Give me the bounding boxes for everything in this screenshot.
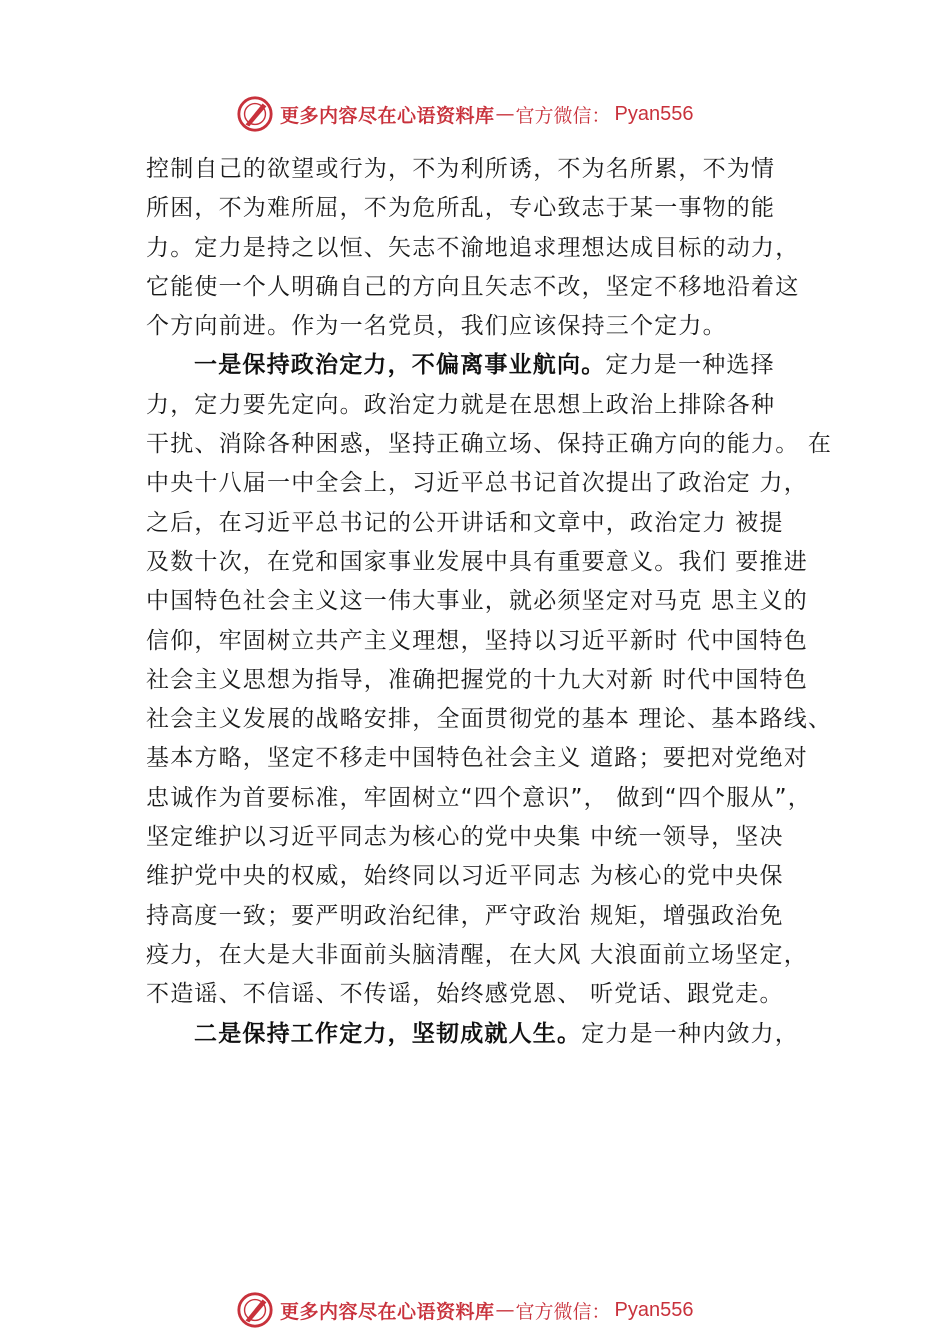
text-line <box>146 661 846 700</box>
text-line <box>146 779 846 818</box>
header-official: 官方微信： <box>515 104 611 127</box>
header-dash: — <box>495 103 515 125</box>
line-text: 所困，不为难所屈，不为危所乱，专心致志于某一事物的能 <box>146 195 776 222</box>
text-line <box>146 229 846 268</box>
footer-banner <box>236 1288 736 1332</box>
line-text: 个方向前进。作为一名党员，我们应该保持三个定力。 <box>146 313 727 340</box>
line-text: 疫力，在大是大非面前头脑清醒，在大风 大浪面前立场坚定， <box>146 941 808 968</box>
pen-seal-icon <box>236 95 274 133</box>
heading-phrase: 二是保持工作定力，坚韧成就人生。 <box>194 1020 582 1047</box>
text-line <box>146 464 846 503</box>
text-line <box>146 818 846 857</box>
text-line <box>146 1015 846 1054</box>
footer-wechat-id: Pyan556 <box>614 1298 694 1321</box>
text-line <box>146 582 846 621</box>
header-banner <box>236 92 736 136</box>
text-line <box>146 739 846 778</box>
text-line <box>146 346 846 385</box>
line-text: 力，定力要先定向。政治定力就是在思想上政治上排除各种 <box>146 391 776 418</box>
text-line <box>146 936 846 975</box>
text-line <box>146 622 846 661</box>
text-line <box>146 504 846 543</box>
text-line <box>146 857 846 896</box>
heading-phrase: 一是保持政治定力，不偏离事业航向。 <box>194 352 606 379</box>
footer-brand: 更多内容尽在心语资料库 <box>280 1300 495 1323</box>
line-text: 维护党中央的权威，始终同以习近平同志 为核心的党中央保 <box>146 863 784 890</box>
line-text: 之后，在习近平总书记的公开讲话和文章中，政治定力 被提 <box>146 509 784 536</box>
line-text: 中国特色社会主义这一伟大事业，就必须坚定对马克 思主义的 <box>146 588 808 615</box>
line-text: 持高度一致；要严明政治纪律，严守政治 规矩，增强政治免 <box>146 902 784 929</box>
text-line <box>146 189 846 228</box>
text-line <box>146 307 846 346</box>
line-text: 基本方略，坚定不移走中国特色社会主义 道路；要把对党绝对 <box>146 745 808 772</box>
pen-seal-icon <box>236 1291 274 1329</box>
line-text: 它能使一个人明确自己的方向且矢志不改，坚定不移地沿着这 <box>146 273 800 300</box>
line-text: 社会主义发展的战略安排，全面贯彻党的基本 理论、基本路线、 <box>146 706 833 733</box>
line-text: 中央十八届一中全会上，习近平总书记首次提出了政治定 力， <box>146 470 808 497</box>
text-line <box>146 386 846 425</box>
text-line <box>146 700 846 739</box>
footer-dash: — <box>495 1299 515 1321</box>
line-text: 定力是一种选择 <box>605 352 775 379</box>
text-line <box>146 150 846 189</box>
line-text: 力。定力是持之以恒、矢志不渝地追求理想达成目标的动力， <box>146 234 800 261</box>
document-body <box>146 150 846 1054</box>
line-text: 及数十次，在党和国家事业发展中具有重要意义。我们 要推进 <box>146 548 808 575</box>
text-line <box>146 425 846 464</box>
line-text: 控制自己的欲望或行为，不为利所诱，不为名所累，不为情 <box>146 156 776 182</box>
header-brand: 更多内容尽在心语资料库 <box>280 104 495 127</box>
line-text: 信仰，牢固树立共产主义理想，坚持以习近平新时 代中国特色 <box>146 627 808 654</box>
footer-official: 官方微信： <box>515 1300 611 1323</box>
text-line <box>146 897 846 936</box>
text-line <box>146 268 846 307</box>
header-wechat-id: Pyan556 <box>614 102 694 125</box>
line-text: 社会主义思想为指导，准确把握党的十九大对新 时代中国特色 <box>146 666 808 693</box>
text-line <box>146 543 846 582</box>
line-text: 定力是一种内敛力， <box>581 1020 800 1047</box>
line-text: 忠诚作为首要标准，牢固树立“四个意识”， 做到“四个服从”， <box>146 784 812 811</box>
line-text: 干扰、消除各种困惑，坚持正确立场、保持正确方向的能力。 在 <box>146 431 833 458</box>
line-text: 不造谣、不信谣、不传谣，始终感党恩、 听党话、跟党走。 <box>146 981 784 1008</box>
text-line <box>146 975 846 1014</box>
line-text: 坚定维护以习近平同志为核心的党中央集 中统一领导，坚决 <box>146 824 784 851</box>
